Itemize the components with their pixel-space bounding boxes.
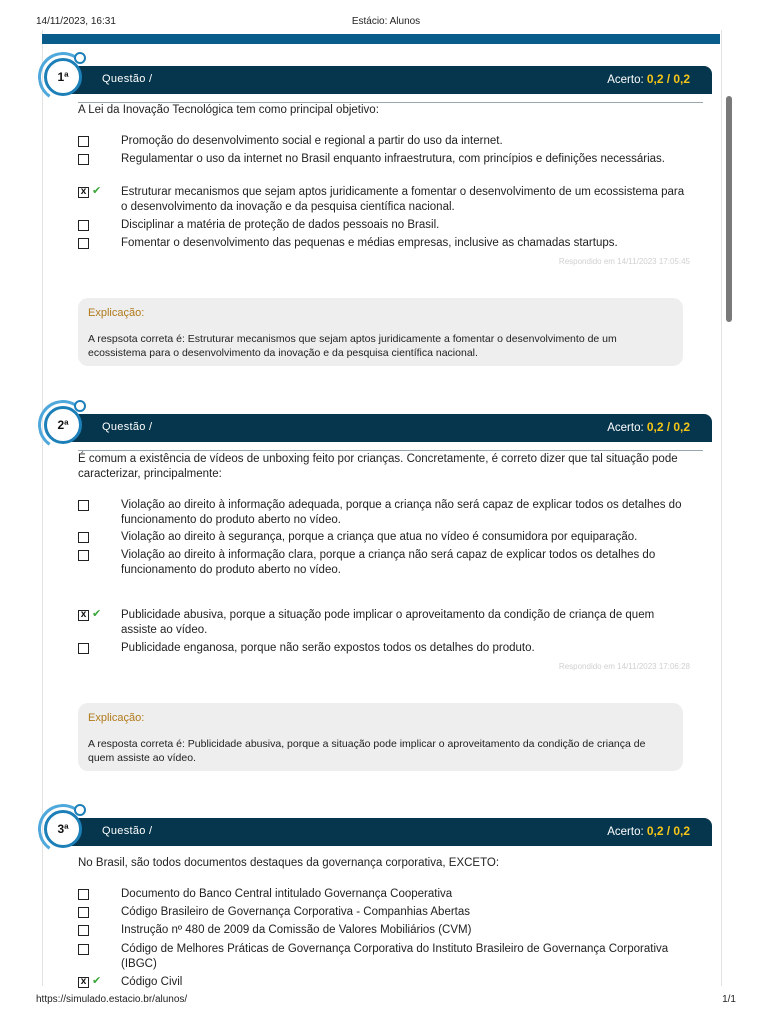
question-number-badge: 2ª <box>44 406 82 444</box>
option-text: Violação ao direito à informação adequada, porque a criança não será capaz de explicar todos os detalhes do funcionamento do produto aberto no vídeo. <box>121 499 682 526</box>
explanation-text: A respsota correta é: Estruturar mecanismos que sejam aptos juridicamente a fomentar o desenvolvimento de um ecossistema para o desenvolvimento da inovação e da pesquisa científica nacional. <box>88 333 617 359</box>
question-text: No Brasil, são todos documentos destaques da governança corporativa, EXCETO: <box>78 857 500 869</box>
score <box>607 824 690 838</box>
question-text: É comum a existência de vídeos de unboxing feito por crianças. Concretamente, é correto dizer que tal situação pode caracterizar, principalmente: <box>78 453 678 480</box>
question-header <box>60 414 712 442</box>
checkbox[interactable] <box>78 238 89 249</box>
answered-at: Respondido em 14/11/2023 17:05:45 <box>558 257 690 266</box>
score-value: 0,2 <box>646 420 664 434</box>
checkbox[interactable] <box>78 154 89 165</box>
correct-check-icon: ✔ <box>92 975 102 987</box>
option-text: Estruturar mecanismos que sejam aptos juridicamente a fomentar o desenvolvimento de um ecossistema para o desenvolvimento da inovação e da pesquisa científica nacional. <box>121 186 685 213</box>
print-title: Estácio: Alunos <box>351 16 421 27</box>
score-value: 0,2 <box>646 72 664 86</box>
option-text: Código de Melhores Práticas de Governança Corporativa do Instituto Brasileiro de Governança Corporativa (IBGC) <box>121 943 669 970</box>
score-label: Acerto: <box>607 422 644 434</box>
badge-dot-icon <box>74 400 86 412</box>
option-text: Documento do Banco Central intitulado Governança Cooperativa <box>121 888 453 900</box>
explanation-text: A resposta correta é: Publicidade abusiva, porque a situação pode implicar o aproveitamento da condição de criança de quem assiste ao vídeo. <box>88 738 646 764</box>
checkbox[interactable] <box>78 550 89 561</box>
explanation-title: Explicação: <box>88 307 145 319</box>
print-page-number: 1/1 <box>722 994 736 1005</box>
correct-check-icon: ✔ <box>92 608 102 620</box>
option-text: Instrução nº 480 de 2009 da Comissão de Valores Mobiliários (CVM) <box>121 924 472 936</box>
score-max: 0,2 <box>673 72 690 86</box>
option-text: Fomentar o desenvolvimento das pequenas e médias empresas, inclusive as chamadas startups. <box>121 237 618 249</box>
option-text: Publicidade enganosa, porque não serão expostos todos os detalhes do produto. <box>121 642 535 654</box>
option-text: Disciplinar a matéria de proteção de dados pessoais no Brasil. <box>121 219 440 231</box>
checkbox[interactable] <box>78 136 89 147</box>
question-label: Questão / <box>102 421 153 433</box>
option-text: Publicidade abusiva, porque a situação pode implicar o aproveitamento da condição de criança de quem assiste ao vídeo. <box>121 609 655 636</box>
option-text: Violação ao direito à segurança, porque a criança que atua no vídeo é consumidora por equiparação. <box>121 531 638 543</box>
print-url: https://simulado.estacio.br/alunos/ <box>36 994 188 1005</box>
badge-dot-icon <box>74 52 86 64</box>
score-max: 0,2 <box>673 420 690 434</box>
divider <box>78 450 703 451</box>
checked-checkbox-icon[interactable]: x <box>78 187 89 198</box>
checked-checkbox-icon[interactable]: x <box>78 977 89 988</box>
option-text: Código Civil <box>121 976 183 988</box>
explanation-box <box>78 298 683 366</box>
score-separator: / <box>666 824 671 838</box>
score-max: 0,2 <box>673 824 690 838</box>
score-label: Acerto: <box>607 74 644 86</box>
correct-check-icon: ✔ <box>92 185 102 197</box>
score <box>607 420 690 434</box>
top-bar <box>42 34 720 44</box>
question-number-badge: 3ª <box>44 810 82 848</box>
question-text: A Lei da Inovação Tecnológica tem como principal objetivo: <box>78 104 379 116</box>
option-text: Violação ao direito à informação clara, porque a criança não será capaz de explicar todos os detalhes do funcionamento do produto aberto no vídeo. <box>121 549 656 576</box>
question-label: Questão / <box>102 73 153 85</box>
print-datetime: 14/11/2023, 16:31 <box>36 16 116 27</box>
scrollbar[interactable] <box>726 96 732 322</box>
question-header <box>60 66 712 94</box>
question-label: Questão / <box>102 825 153 837</box>
print-header <box>36 16 736 30</box>
checkbox[interactable] <box>78 925 89 936</box>
score-separator: / <box>666 420 671 434</box>
checkbox[interactable] <box>78 500 89 511</box>
checkbox[interactable] <box>78 907 89 918</box>
question-number-badge: 1ª <box>44 58 82 96</box>
explanation-box <box>78 703 683 771</box>
score-label: Acerto: <box>607 826 644 838</box>
answered-at: Respondido em 14/11/2023 17:06:28 <box>558 662 690 671</box>
score <box>607 72 690 86</box>
checked-checkbox-icon[interactable]: x <box>78 610 89 621</box>
question-header <box>60 818 712 846</box>
checkbox[interactable] <box>78 889 89 900</box>
checkbox[interactable] <box>78 532 89 543</box>
checkbox[interactable] <box>78 643 89 654</box>
print-footer <box>36 994 736 1008</box>
checkbox[interactable] <box>78 220 89 231</box>
option-text: Código Brasileiro de Governança Corporativa - Companhias Abertas <box>121 906 471 918</box>
score-value: 0,2 <box>646 824 664 838</box>
checkbox[interactable] <box>78 944 89 955</box>
option-text: Promoção do desenvolvimento social e regional a partir do uso da internet. <box>121 135 503 147</box>
score-separator: / <box>666 72 671 86</box>
badge-dot-icon <box>74 804 86 816</box>
explanation-title: Explicação: <box>88 712 145 724</box>
option-text: Regulamentar o uso da internet no Brasil enquanto infraestrutura, com princípios e definições necessárias. <box>121 153 665 165</box>
